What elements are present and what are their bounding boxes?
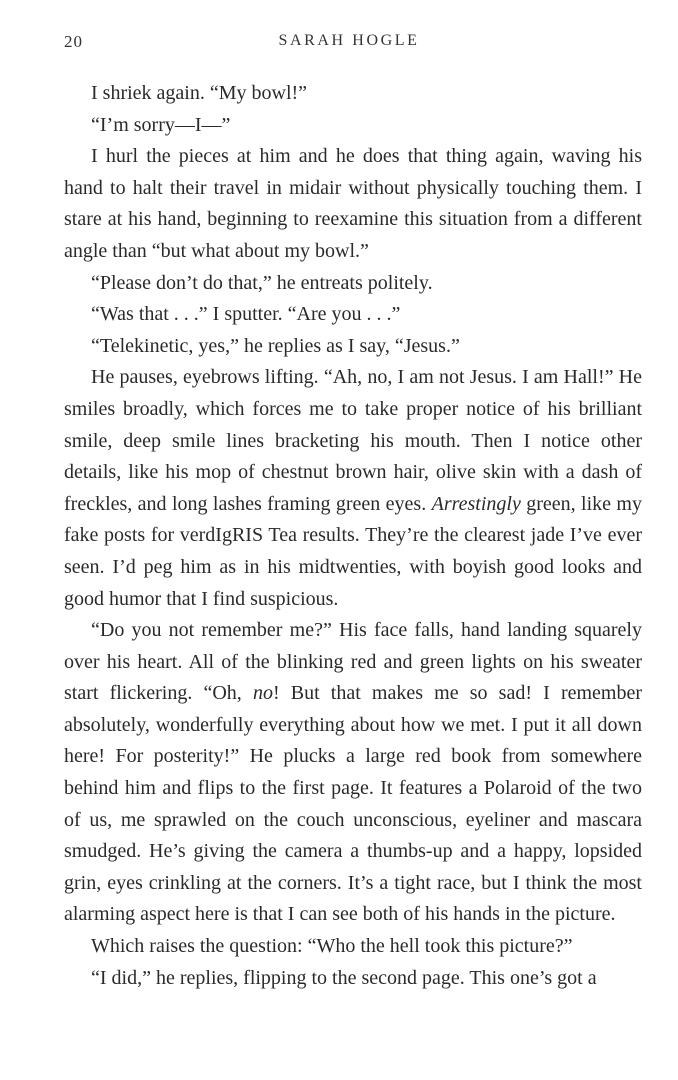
paragraph-text: “Telekinetic, yes,” he replies as I say, “Jesus.” — [91, 334, 460, 357]
italic-emphasis: Arrestingly — [431, 492, 521, 515]
paragraph — [64, 615, 642, 931]
paragraph — [64, 362, 642, 615]
paragraph-text: I hurl the pieces at him and he does that thing again, waving his hand to halt their travel in midair without physically touching them. I stare at his hand, beginning to reexamine this situation from a different angle than “but what about my bowl.” — [64, 145, 642, 262]
page-header — [0, 32, 678, 62]
running-head-author: SARAH HOGLE — [278, 32, 420, 49]
paragraph-text-after: ! But that makes me so sad! I remember absolutely, wonderfully everything about how we met. I put it all down here! For posterity!” He plucks a large red book from somewhere behind him and flips to the first page. It features a Polaroid of the two of us, me sprawled on the couch unconscious, eyeliner and mascara smudged. He’s giving the camera a thumbs-up and a happy, lopsided grin, eyes crinkling at the corners. It’s a tight race, but I think the most alarming aspect here is that I can see both of his hands in the picture. — [64, 682, 643, 926]
paragraph-text: “Was that . . .” I sputter. “Are you . . .” — [91, 303, 401, 326]
paragraph-text: “Do you not remember me?” His face falls, hand landing squarely over his heart. All of the blinking red and green lights on his sweater start flickering. “Oh, — [64, 619, 642, 705]
paragraph — [64, 931, 642, 963]
paragraph — [64, 331, 642, 363]
paragraph-text: He pauses, eyebrows lifting. “Ah, no, I am not Jesus. I am Hall!” He smiles broadly, which forces me to take proper notice of his brilliant smile, deep smile lines bracketing his mouth. Then I notice other details, like his mop of chestnut brown hair, olive skin with a dash of freckles, and long lashes framing green eyes. — [64, 366, 642, 515]
paragraph-text: “I did,” he replies, flipping to the second page. This one’s got a — [91, 966, 597, 989]
page-number: 20 — [64, 32, 83, 51]
paragraph-text: “I’m sorry—I—” — [91, 113, 231, 136]
paragraph — [64, 299, 642, 331]
paragraph-text: I shriek again. “My bowl!” — [91, 82, 308, 104]
paragraph — [64, 110, 642, 142]
paragraph-text-after: green, like my fake posts for verdIgRIS Tea results. They’re the clearest jade I’ve ever seen. I’d peg him as in his midtwenties, with boyish good looks and good humor that I find suspicious. — [64, 492, 642, 610]
paragraph — [64, 78, 642, 110]
paragraph-text: Which raises the question: “Who the hell took this picture?” — [91, 935, 573, 958]
paragraph — [64, 963, 642, 995]
paragraph-text: “Please don’t do that,” he entreats politely. — [91, 271, 433, 294]
italic-emphasis: no — [252, 682, 273, 705]
paragraph — [64, 141, 642, 267]
paragraph — [64, 268, 642, 300]
body-text — [64, 78, 642, 994]
